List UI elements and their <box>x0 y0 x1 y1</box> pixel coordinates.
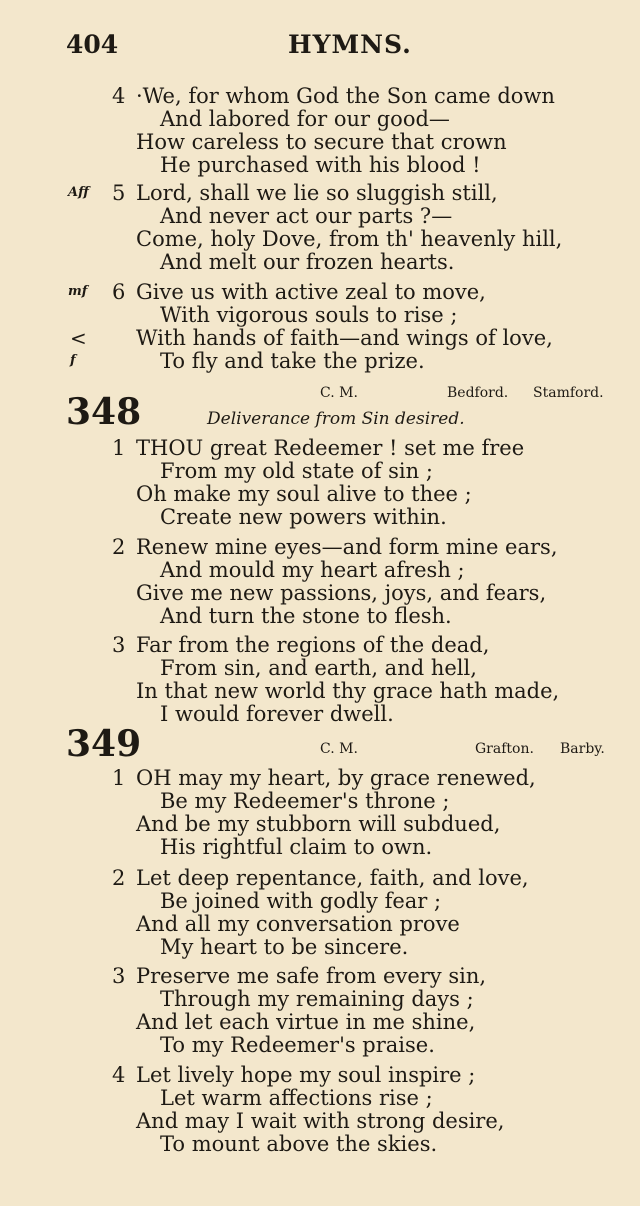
hymn-line: And mould my heart afresh ; <box>160 558 465 582</box>
hymn-line: He purchased with his blood ! <box>160 153 481 177</box>
hymn-line: Be joined with godly fear ; <box>160 889 442 913</box>
hymn-line: And let each virtue in me shine, <box>136 1010 476 1034</box>
hymn-line: Let warm affections rise ; <box>160 1086 433 1110</box>
hymn-line: Create new powers within. <box>160 505 447 529</box>
hymn-line: Let lively hope my soul inspire ; <box>136 1063 476 1087</box>
dynamic-marking: f <box>70 353 76 368</box>
hymn-line: Come, holy Dove, from th' heavenly hill, <box>136 227 563 251</box>
hymn-line: And all my conversation prove <box>136 912 460 936</box>
hymn-line: And never act our parts ?— <box>160 204 453 228</box>
hymn-line: His rightful claim to own. <box>160 835 433 859</box>
hymn-line: And be my stubborn will subdued, <box>136 812 501 836</box>
hymn-line: And turn the stone to flesh. <box>160 604 452 628</box>
hymn-line: And melt our frozen hearts. <box>160 250 455 274</box>
stanza-number: 2 <box>112 535 126 559</box>
hymn-line: How careless to secure that crown <box>136 130 507 154</box>
hymn-line: ·We, for whom God the Son came down <box>136 84 555 108</box>
hymn-line: From my old state of sin ; <box>160 459 433 483</box>
hymn-line: In that new world thy grace hath made, <box>136 679 560 703</box>
hymn-line: Lord, shall we lie so sluggish still, <box>136 181 498 205</box>
hymn-line: Preserve me safe from every sin, <box>136 964 487 988</box>
stanza-number: 4 <box>112 1063 126 1087</box>
stanza-number: 4 <box>112 84 126 108</box>
stanza-number: 2 <box>112 866 126 890</box>
stanza-number: 5 <box>112 181 126 205</box>
hymn-meter: C. M. <box>320 741 358 757</box>
hymn-line: And labored for our good— <box>160 107 450 131</box>
hymn-line: My heart to be sincere. <box>160 935 409 959</box>
page-header <box>66 30 614 64</box>
hymn-line: To my Redeemer's praise. <box>160 1033 435 1057</box>
stanza-number: 3 <box>112 633 126 657</box>
crescendo-marking: < <box>70 326 87 350</box>
tune-name: Stamford. <box>533 385 604 401</box>
hymn-line: With vigorous souls to rise ; <box>160 303 458 327</box>
hymn-line: I would forever dwell. <box>160 702 394 726</box>
hymn-title: Deliverance from Sin desired. <box>207 409 465 429</box>
dynamic-marking: Aff <box>68 185 89 200</box>
hymn-line: To fly and take the prize. <box>160 349 425 373</box>
stanza-number: 1 <box>112 436 126 460</box>
stanza-number: 3 <box>112 964 126 988</box>
stanza-number: 1 <box>112 766 126 790</box>
hymn-line: To mount above the skies. <box>160 1132 438 1156</box>
hymn-line: Let deep repentance, faith, and love, <box>136 866 529 890</box>
hymn-line: Oh make my soul alive to thee ; <box>136 482 472 506</box>
hymn-line: Renew mine eyes—and form mine ears, <box>136 535 558 559</box>
tune-name: Barby. <box>560 741 605 757</box>
running-title: HYMNS. <box>288 30 412 59</box>
tune-name: Bedford. <box>447 385 509 401</box>
hymn-line: Be my Redeemer's throne ; <box>160 789 450 813</box>
hymn-meter: C. M. <box>320 385 358 401</box>
hymn-line: Far from the regions of the dead, <box>136 633 490 657</box>
hymn-line: Give us with active zeal to move, <box>136 280 486 304</box>
stanza-number: 6 <box>112 280 126 304</box>
dynamic-marking: mf <box>68 284 88 299</box>
hymn-line: And may I wait with strong desire, <box>136 1109 505 1133</box>
hymn-line: Give me new passions, joys, and fears, <box>136 581 547 605</box>
tune-name: Grafton. <box>475 741 534 757</box>
hymn-line: OH may my heart, by grace renewed, <box>136 766 536 790</box>
hymn-line: From sin, and earth, and hell, <box>160 656 477 680</box>
hymn-number: 349 <box>66 723 142 765</box>
page-number: 404 <box>66 30 119 59</box>
hymn-number: 348 <box>66 391 142 433</box>
hymn-line: THOU great Redeemer ! set me free <box>136 436 525 460</box>
hymn-line: Through my remaining days ; <box>160 987 474 1011</box>
hymn-line: With hands of faith—and wings of love, <box>136 326 553 350</box>
